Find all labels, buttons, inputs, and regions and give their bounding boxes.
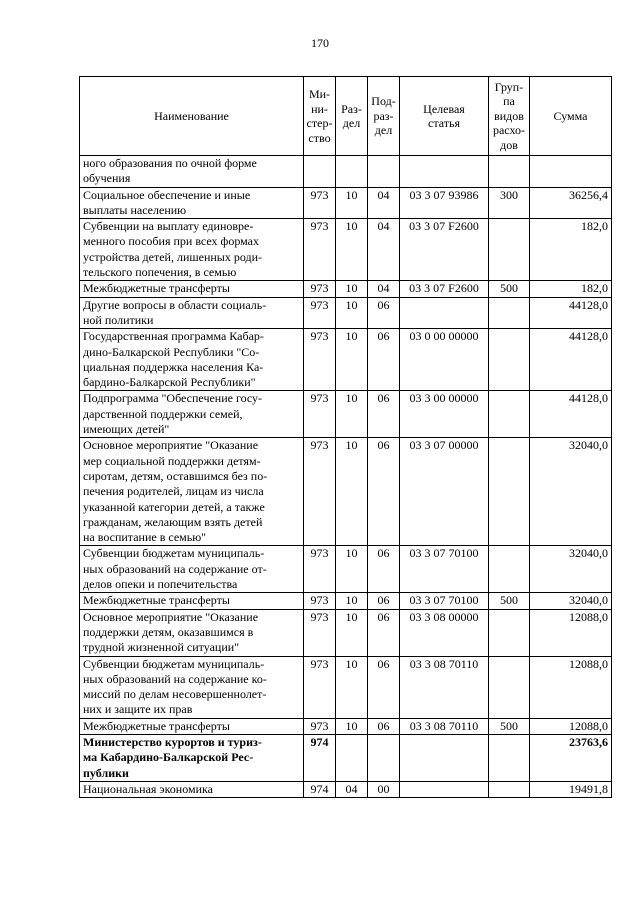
table-row bbox=[80, 593, 612, 609]
table-row bbox=[80, 734, 612, 781]
cell-sum: 182,0 bbox=[530, 281, 612, 297]
table-row bbox=[80, 391, 612, 438]
cell-section: 10 bbox=[336, 593, 368, 609]
cell-target: 03 3 07 70100 bbox=[400, 593, 489, 609]
cell-target: 03 3 07 F2600 bbox=[400, 281, 489, 297]
table-row bbox=[80, 156, 612, 188]
cell-ministry: 973 bbox=[304, 546, 336, 593]
cell-section: 10 bbox=[336, 718, 368, 734]
cell-subsection: 06 bbox=[368, 438, 400, 546]
cell-ministry: 973 bbox=[304, 329, 336, 391]
cell-section: 10 bbox=[336, 297, 368, 329]
cell-ministry bbox=[304, 156, 336, 188]
cell-section: 10 bbox=[336, 391, 368, 438]
table-row bbox=[80, 281, 612, 297]
cell-name: Государственная программа Кабар- дино-Балкарской Республики "Со- циальная поддержка населения Ка- бардино-Балкарской Республики" bbox=[80, 329, 304, 391]
cell-section bbox=[336, 156, 368, 188]
cell-group bbox=[489, 391, 530, 438]
cell-sum: 12088,0 bbox=[530, 656, 612, 718]
cell-group: 500 bbox=[489, 593, 530, 609]
cell-sum: 32040,0 bbox=[530, 593, 612, 609]
cell-name: Социальное обеспечение и иные выплаты населению bbox=[80, 187, 304, 219]
cell-group bbox=[489, 329, 530, 391]
table-row bbox=[80, 609, 612, 656]
cell-subsection: 06 bbox=[368, 593, 400, 609]
table-row bbox=[80, 187, 612, 219]
column-header-sum: Сумма bbox=[530, 77, 612, 156]
cell-group bbox=[489, 609, 530, 656]
cell-sum: 23763,6 bbox=[530, 734, 612, 781]
cell-ministry: 974 bbox=[304, 734, 336, 781]
table-row bbox=[80, 546, 612, 593]
cell-ministry: 973 bbox=[304, 656, 336, 718]
cell-subsection: 04 bbox=[368, 219, 400, 281]
cell-section: 10 bbox=[336, 656, 368, 718]
cell-group bbox=[489, 656, 530, 718]
column-header-name: Наименование bbox=[80, 77, 304, 156]
cell-target: 03 3 00 00000 bbox=[400, 391, 489, 438]
table-row bbox=[80, 438, 612, 546]
budget-table bbox=[79, 76, 612, 798]
cell-name: Подпрограмма "Обеспечение госу- дарственной поддержки семей, имеющих детей" bbox=[80, 391, 304, 438]
cell-name: Межбюджетные трансферты bbox=[80, 593, 304, 609]
cell-subsection: 04 bbox=[368, 187, 400, 219]
cell-subsection: 04 bbox=[368, 281, 400, 297]
cell-ministry: 973 bbox=[304, 718, 336, 734]
cell-section bbox=[336, 734, 368, 781]
column-header-group: Груп- па видов расхо- дов bbox=[489, 77, 530, 156]
cell-sum: 32040,0 bbox=[530, 546, 612, 593]
cell-name: Субвенции на выплату единовре- менного пособия при всех формах устройства детей, лишенных роди- тельского попечения, в семью bbox=[80, 219, 304, 281]
cell-name: Субвенции бюджетам муниципаль- ных образований на содержание ко- миссий по делам несовершеннолет- них и защите их прав bbox=[80, 656, 304, 718]
cell-section: 10 bbox=[336, 219, 368, 281]
cell-sum: 44128,0 bbox=[530, 329, 612, 391]
cell-name: Основное мероприятие "Оказание мер социальной поддержки детям- сиротам, детям, оставшимся без по- печения родителей, лицам из числа указанной категории детей, а также гражданам, желающим взять детей на воспитание в семью" bbox=[80, 438, 304, 546]
cell-target: 03 3 08 70110 bbox=[400, 718, 489, 734]
cell-section: 10 bbox=[336, 546, 368, 593]
cell-name: Межбюджетные трансферты bbox=[80, 718, 304, 734]
cell-sum bbox=[530, 156, 612, 188]
cell-name: Министерство курортов и туриз- ма Кабардино-Балкарской Рес- публики bbox=[80, 734, 304, 781]
cell-sum: 19491,8 bbox=[530, 781, 612, 797]
cell-subsection: 00 bbox=[368, 781, 400, 797]
cell-sum: 12088,0 bbox=[530, 609, 612, 656]
cell-target bbox=[400, 297, 489, 329]
cell-subsection: 06 bbox=[368, 329, 400, 391]
cell-target bbox=[400, 156, 489, 188]
cell-target: 03 3 08 70110 bbox=[400, 656, 489, 718]
cell-group bbox=[489, 156, 530, 188]
cell-sum: 182,0 bbox=[530, 219, 612, 281]
cell-name: ного образования по очной форме обучения bbox=[80, 156, 304, 188]
cell-group bbox=[489, 297, 530, 329]
table-row bbox=[80, 781, 612, 797]
header-row bbox=[80, 77, 612, 156]
cell-name: Субвенции бюджетам муниципаль- ных образований на содержание от- делов опеки и попечительства bbox=[80, 546, 304, 593]
table-row bbox=[80, 219, 612, 281]
cell-target: 03 3 07 70100 bbox=[400, 546, 489, 593]
cell-ministry: 973 bbox=[304, 391, 336, 438]
cell-name: Другие вопросы в области социаль- ной политики bbox=[80, 297, 304, 329]
cell-target: 03 3 08 00000 bbox=[400, 609, 489, 656]
table-body bbox=[80, 156, 612, 798]
column-header-ministry: Ми- ни- стер- ство bbox=[304, 77, 336, 156]
cell-ministry: 973 bbox=[304, 297, 336, 329]
cell-name: Основное мероприятие "Оказание поддержки детям, оказавшимся в трудной жизненной ситуации" bbox=[80, 609, 304, 656]
column-header-subsection: Под- раз- дел bbox=[368, 77, 400, 156]
page-number: 170 bbox=[311, 36, 329, 50]
cell-section: 10 bbox=[336, 187, 368, 219]
cell-target: 03 3 07 00000 bbox=[400, 438, 489, 546]
cell-subsection: 06 bbox=[368, 391, 400, 438]
cell-ministry: 974 bbox=[304, 781, 336, 797]
cell-sum: 12088,0 bbox=[530, 718, 612, 734]
cell-group: 500 bbox=[489, 718, 530, 734]
cell-section: 10 bbox=[336, 329, 368, 391]
cell-group: 500 bbox=[489, 281, 530, 297]
cell-subsection: 06 bbox=[368, 656, 400, 718]
cell-section: 10 bbox=[336, 281, 368, 297]
column-header-target: Целевая статья bbox=[400, 77, 489, 156]
cell-ministry: 973 bbox=[304, 593, 336, 609]
cell-section: 10 bbox=[336, 438, 368, 546]
cell-group bbox=[489, 546, 530, 593]
column-header-section: Раз- дел bbox=[336, 77, 368, 156]
cell-sum: 32040,0 bbox=[530, 438, 612, 546]
cell-target bbox=[400, 781, 489, 797]
table-row bbox=[80, 297, 612, 329]
table-row bbox=[80, 656, 612, 718]
cell-group: 300 bbox=[489, 187, 530, 219]
cell-target bbox=[400, 734, 489, 781]
cell-ministry: 973 bbox=[304, 219, 336, 281]
cell-group bbox=[489, 734, 530, 781]
cell-ministry: 973 bbox=[304, 281, 336, 297]
cell-group bbox=[489, 438, 530, 546]
cell-ministry: 973 bbox=[304, 438, 336, 546]
cell-sum: 36256,4 bbox=[530, 187, 612, 219]
cell-subsection: 06 bbox=[368, 718, 400, 734]
table-row bbox=[80, 329, 612, 391]
cell-subsection: 06 bbox=[368, 609, 400, 656]
table-row bbox=[80, 718, 612, 734]
cell-target: 03 0 00 00000 bbox=[400, 329, 489, 391]
cell-target: 03 3 07 93986 bbox=[400, 187, 489, 219]
cell-ministry: 973 bbox=[304, 187, 336, 219]
cell-target: 03 3 07 F2600 bbox=[400, 219, 489, 281]
cell-subsection: 06 bbox=[368, 297, 400, 329]
cell-group bbox=[489, 781, 530, 797]
cell-name: Межбюджетные трансферты bbox=[80, 281, 304, 297]
cell-sum: 44128,0 bbox=[530, 297, 612, 329]
cell-subsection bbox=[368, 734, 400, 781]
cell-section: 10 bbox=[336, 609, 368, 656]
cell-sum: 44128,0 bbox=[530, 391, 612, 438]
table-header bbox=[80, 77, 612, 156]
cell-group bbox=[489, 219, 530, 281]
cell-section: 04 bbox=[336, 781, 368, 797]
cell-subsection bbox=[368, 156, 400, 188]
cell-subsection: 06 bbox=[368, 546, 400, 593]
cell-name: Национальная экономика bbox=[80, 781, 304, 797]
cell-ministry: 973 bbox=[304, 609, 336, 656]
